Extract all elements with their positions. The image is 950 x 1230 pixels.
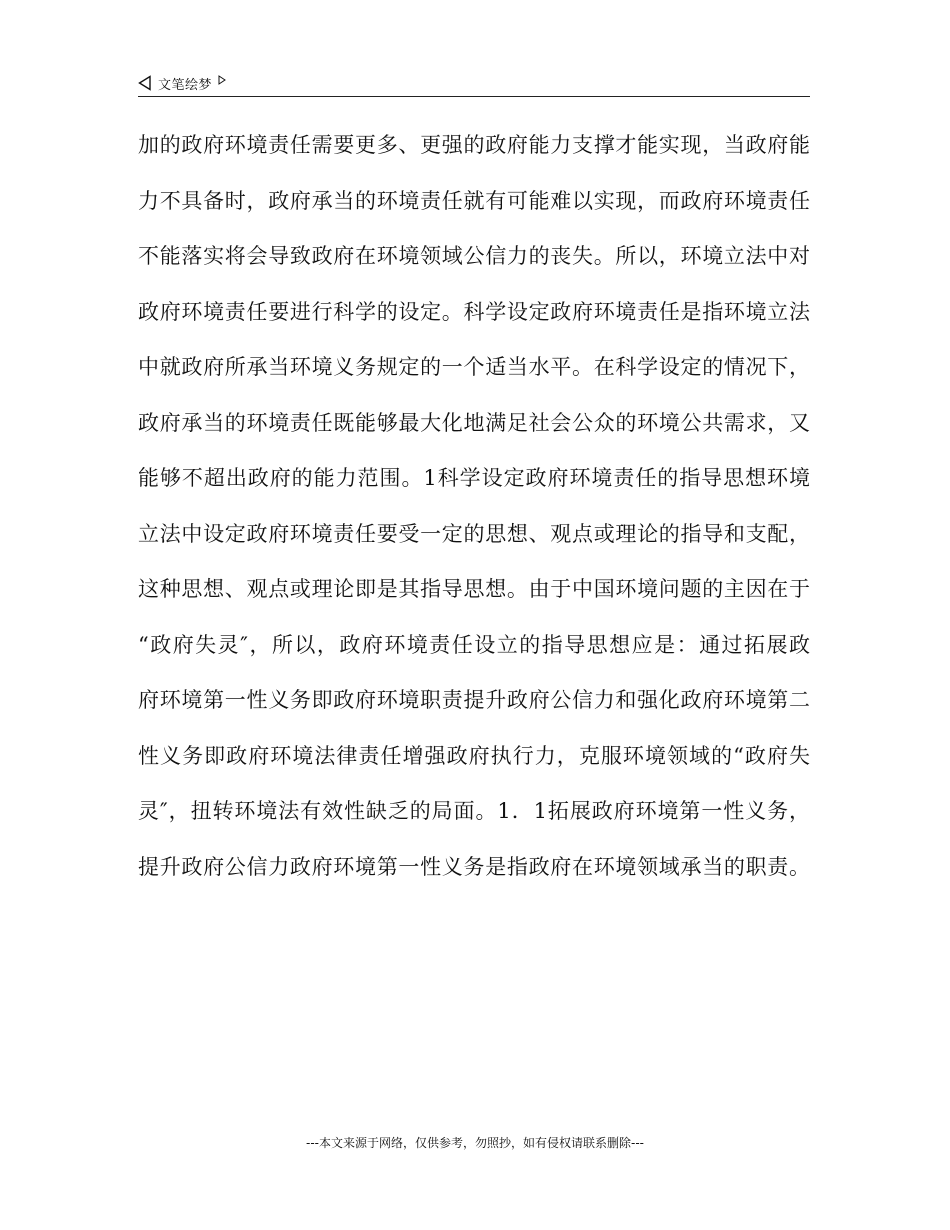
body-line: 提升政府公信力政府环境第一性义务是指政府在环境领域承当的职责。 xyxy=(138,854,810,879)
body-line: 政府环境责任要进行科学的设定。科学设定政府环境责任是指环境立法 xyxy=(138,299,810,324)
header-brand: 文笔绘梦 xyxy=(158,77,213,93)
page-footer-disclaimer: ---本文来源于网络，仅供参考，勿照抄，如有侵权请联系删除--- xyxy=(306,1136,644,1150)
body-line: 能够不超出政府的能力范围。1科学设定政府环境责任的指导思想环境 xyxy=(138,466,810,490)
body-line: 灵″，扭转环境法有效性缺乏的局面。1．1拓展政府环境第一性义务， xyxy=(138,799,810,823)
body-line: 府环境第一性义务即政府环境职责提升政府公信力和强化政府环境第二 xyxy=(138,688,810,712)
body-line: 这种思想、观点或理论即是其指导思想。由于中国环境问题的主因在于 xyxy=(138,577,810,601)
body-line: 立法中设定政府环境责任要受一定的思想、观点或理论的指导和支配， xyxy=(138,521,810,546)
document-body xyxy=(138,120,810,897)
triangle-left-outline-icon xyxy=(138,75,152,91)
triangle-right-outline-icon xyxy=(218,75,226,85)
body-line: 不能落实将会导致政府在环境领域公信力的丧失。所以，环境立法中对 xyxy=(138,244,810,268)
body-line: 政府承当的环境责任既能够最大化地满足社会公众的环境公共需求，又 xyxy=(138,410,810,435)
page-header xyxy=(138,70,810,97)
body-line: 加的政府环境责任需要更多、更强的政府能力支撑才能实现，当政府能 xyxy=(138,133,810,157)
body-line: 力不具备时，政府承当的环境责任就有可能难以实现，而政府环境责任 xyxy=(138,188,810,213)
body-line: 中就政府所承当环境义务规定的一个适当水平。在科学设定的情况下， xyxy=(138,355,810,379)
body-line: 性义务即政府环境法律责任增强政府执行力，克服环境领域的“政府失 xyxy=(138,743,810,768)
body-line: “政府失灵″，所以，政府环境责任设立的指导思想应是：通过拓展政 xyxy=(138,632,810,657)
